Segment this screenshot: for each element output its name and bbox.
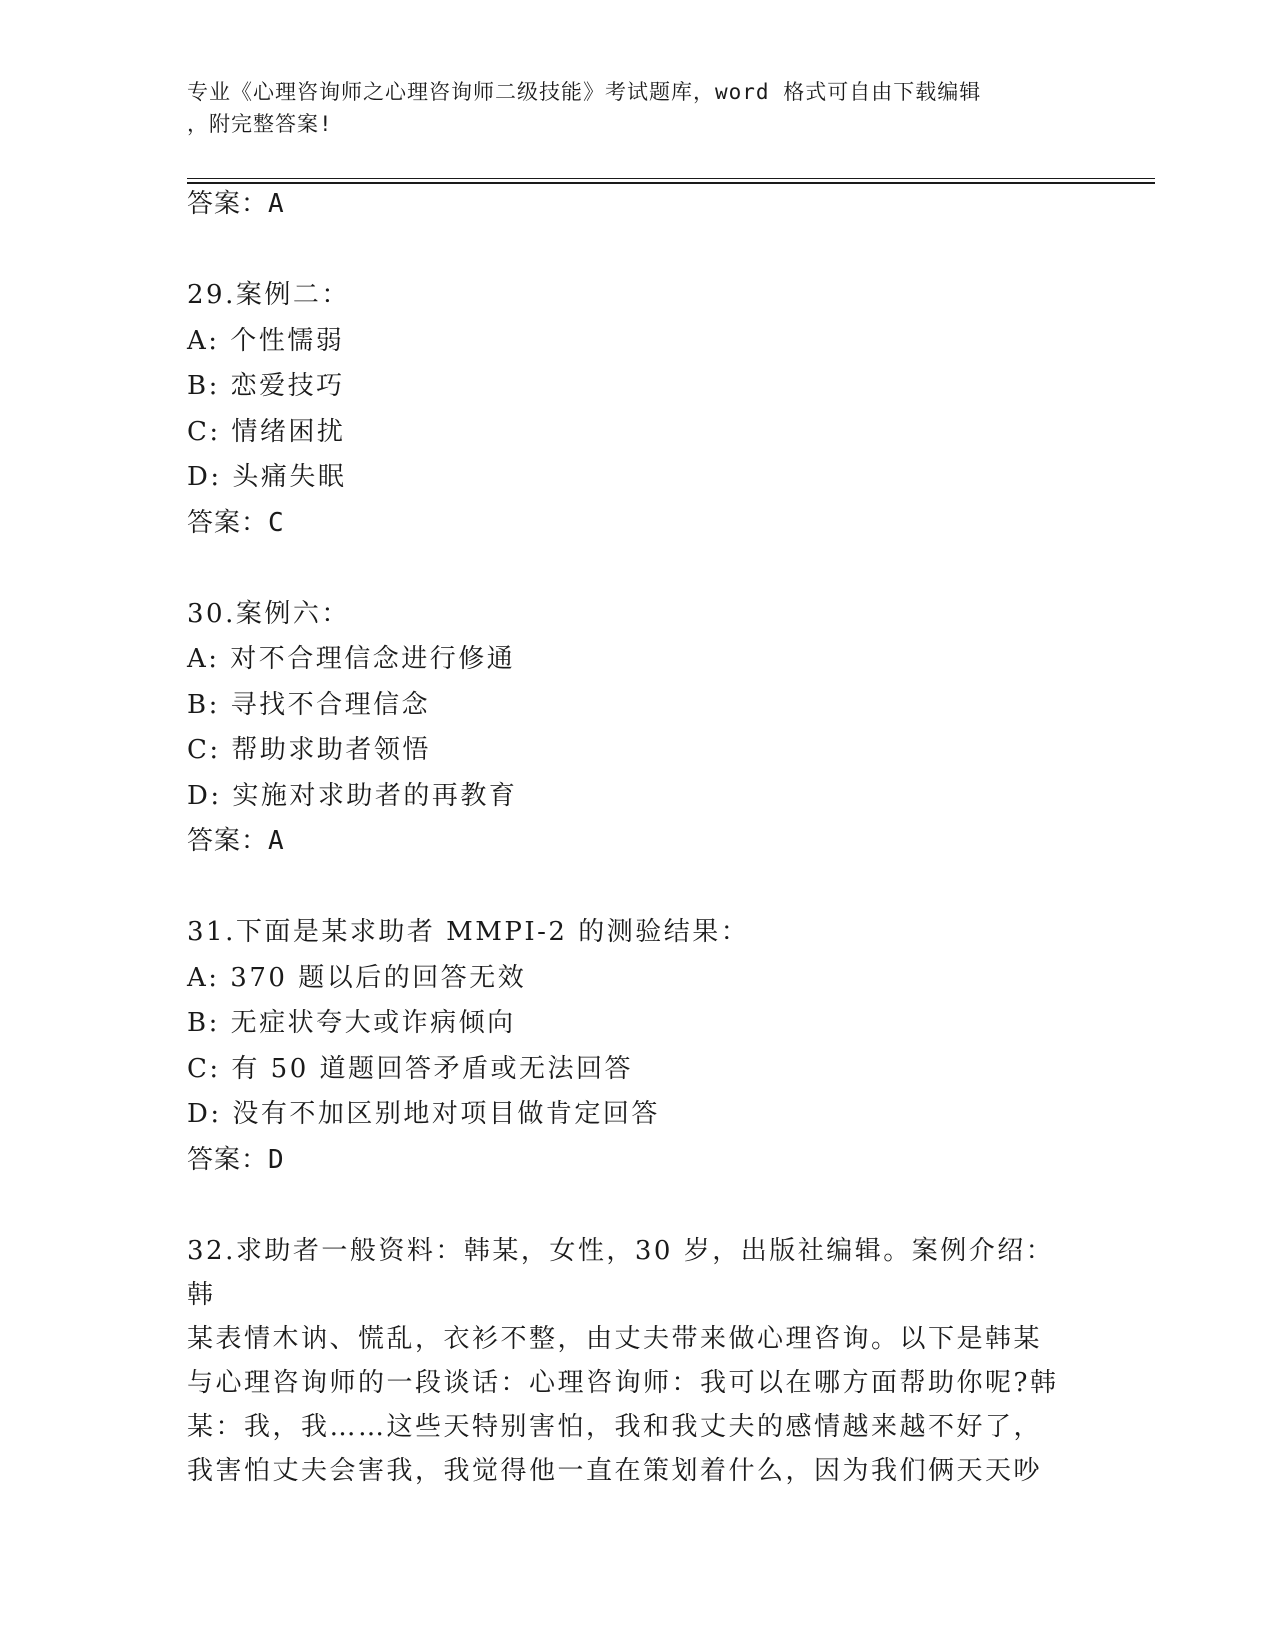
answer-line (187, 1138, 1087, 1184)
paragraph-line: 与心理咨询师的一段谈话：心理咨询师：我可以在哪方面帮助你呢?韩 (187, 1367, 1059, 1398)
question-32 (187, 1229, 1067, 1493)
document-header (187, 76, 1067, 140)
option-b: B: 无症状夸大或诈病倾向 (187, 1008, 516, 1038)
answer-line (187, 182, 1087, 228)
paragraph-line: 我害怕丈夫会害我，我觉得他一直在策划着什么，因为我们俩天天吵 (187, 1455, 1043, 1486)
question-title: 31.下面是某求助者 MMPI-2 的测验结果： (187, 917, 750, 947)
answer-value: A (268, 826, 285, 856)
question-title: 29.案例二： (187, 280, 350, 310)
option-c: C: 帮助求助者领悟 (187, 735, 431, 765)
option-b: B: 寻找不合理信念 (187, 689, 431, 720)
document-body (187, 190, 1087, 1493)
question-title: 30.案例六： (187, 598, 350, 629)
question-31 (187, 910, 1087, 1183)
option-d: D: 实施对求助者的再教育 (187, 780, 518, 811)
answer-line (187, 819, 1087, 865)
spacer (187, 865, 1087, 911)
spacer (187, 1183, 1087, 1229)
option-c: C: 情绪困扰 (187, 416, 346, 447)
option-a: A: 个性懦弱 (187, 325, 345, 356)
option-b: B: 恋爱技巧 (187, 371, 345, 401)
header-line-2: ，附完整答案! (187, 112, 333, 136)
option-a: A: 对不合理信念进行修通 (187, 644, 516, 674)
answer-label: 答案： (187, 1144, 269, 1175)
paragraph-line: 某表情木讷、慌乱，衣衫不整，由丈夫带来做心理咨询。以下是韩某 (187, 1323, 1043, 1354)
answer-label: 答案： (187, 507, 269, 538)
paragraph-line: 某：我，我……这些天特别害怕，我和我丈夫的感情越来越不好了， (187, 1411, 1043, 1442)
answer-value: A (268, 189, 285, 219)
option-a: A: 370 题以后的回答无效 (187, 962, 527, 993)
option-c: C: 有 50 道题回答矛盾或无法回答 (187, 1053, 634, 1084)
paragraph-line: 32.求助者一般资料：韩某，女性，30 岁，出版社编辑。案例介绍：韩 (187, 1235, 1055, 1310)
answer-value: D (268, 1144, 285, 1175)
header-line-1: 专业《心理咨询师之心理咨询师二级技能》考试题库，word 格式可自由下载编辑 (187, 80, 982, 104)
answer-label: 答案： (187, 826, 269, 856)
answer-line (187, 501, 1087, 547)
header-divider-thin (187, 178, 1155, 179)
question-30 (187, 592, 1087, 865)
answer-value: C (268, 507, 285, 538)
option-d: D: 没有不加区别地对项目做肯定回答 (187, 1099, 660, 1129)
option-d: D: 头痛失眠 (187, 462, 347, 492)
spacer (187, 546, 1087, 592)
answer-label: 答案： (187, 189, 269, 219)
spacer (187, 228, 1087, 274)
question-29 (187, 273, 1087, 546)
